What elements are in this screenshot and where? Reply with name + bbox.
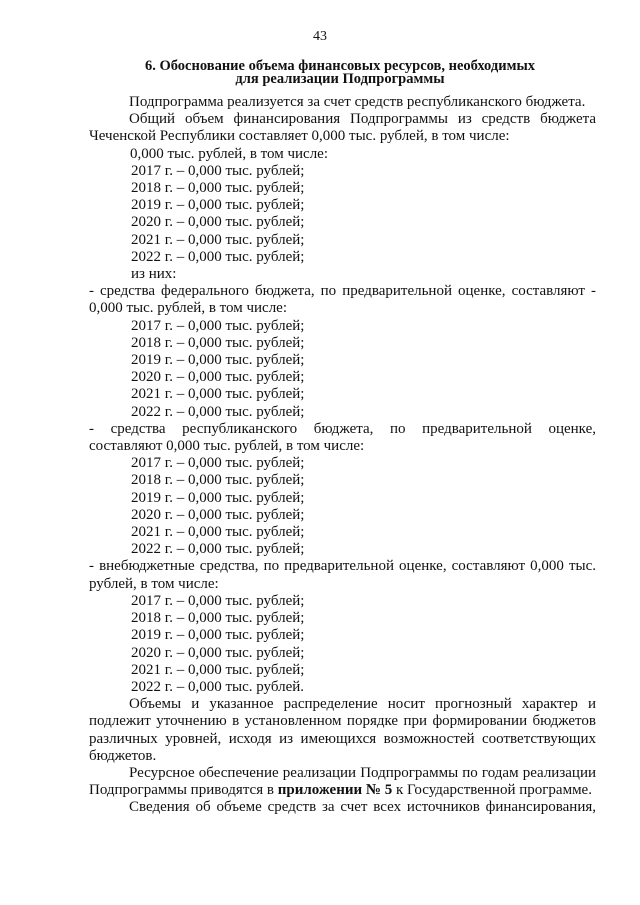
list-item: 2017 г. – 0,000 тыс. рублей;	[131, 592, 305, 609]
list-item: 2019 г. – 0,000 тыс. рублей;	[131, 489, 305, 506]
offbudget-intro: - внебюджетные средства, по предварительной оценке, составляют 0,000 тыс. рублей, в том числе:	[89, 558, 596, 592]
list-item: 2017 г. – 0,000 тыс. рублей;	[131, 455, 305, 472]
list-item: 2017 г. – 0,000 тыс. рублей;	[131, 162, 305, 179]
list-item: 2022 г. – 0,000 тыс. рублей.	[131, 678, 305, 695]
federal-years-list	[89, 318, 596, 421]
paragraph-volumes: Объемы и указанное распределение носит прогнозный характер и подлежит уточнению в установленном порядке при формировании бюджетов различных уровней, исходя из имеющихся возможностей соответствующих бюджетов.	[89, 696, 596, 764]
list-item: 2018 г. – 0,000 тыс. рублей;	[131, 180, 305, 197]
list-item: 2020 г. – 0,000 тыс. рублей;	[131, 644, 305, 661]
paragraph-resource-provision	[89, 765, 596, 799]
title-line-2: для реализации Подпрограммы	[235, 71, 445, 87]
paragraph-total-funding: Общий объем финансирования Подпрограммы из средств бюджета Чеченской Республики составляет 0,000 тыс. рублей, в том числе:	[89, 111, 596, 145]
list-item: 2018 г. – 0,000 тыс. рублей;	[131, 334, 305, 351]
offbudget-years-list	[89, 593, 596, 696]
list-item: 2021 г. – 0,000 тыс. рублей;	[131, 231, 305, 248]
page-number: 43	[313, 29, 327, 44]
list-item: 2020 г. – 0,000 тыс. рублей;	[131, 214, 305, 231]
republic-years-list	[89, 455, 596, 558]
of-them-label: из них:	[131, 266, 177, 283]
list-item: 2018 г. – 0,000 тыс. рублей;	[131, 610, 305, 627]
resource-text-post: к Государственной программе.	[392, 782, 592, 799]
paragraph-funding-source: Подпрограмма реализуется за счет средств республиканского бюджета.	[129, 94, 586, 110]
document-body	[89, 94, 596, 817]
list-item: 2020 г. – 0,000 тыс. рублей;	[131, 369, 305, 386]
total-years-list	[89, 163, 596, 266]
list-item: 2019 г. – 0,000 тыс. рублей;	[131, 197, 305, 214]
appendix-reference: приложении № 5	[277, 782, 393, 799]
list-item: 2018 г. – 0,000 тыс. рублей;	[131, 472, 305, 489]
federal-budget-intro: - средства федерального бюджета, по предварительной оценке, составляют - 0,000 тыс. рублей, в том числе:	[89, 283, 596, 317]
list-item: 2022 г. – 0,000 тыс. рублей;	[131, 248, 305, 265]
total-amount-line: 0,000 тыс. рублей, в том числе:	[130, 145, 329, 162]
republic-budget-intro: - средства республиканского бюджета, по предварительной оценке, составляют 0,000 тыс. рублей, в том числе:	[89, 420, 596, 455]
list-item: 2022 г. – 0,000 тыс. рублей;	[131, 541, 305, 558]
paragraph-sources-info: Сведения об объеме средств за счет всех источников финансирования,	[129, 799, 596, 816]
list-item: 2020 г. – 0,000 тыс. рублей;	[131, 506, 305, 523]
section-title	[90, 60, 590, 86]
list-item: 2021 г. – 0,000 тыс. рублей;	[131, 524, 305, 541]
list-item: 2017 г. – 0,000 тыс. рублей;	[131, 317, 305, 334]
list-item: 2021 г. – 0,000 тыс. рублей;	[131, 661, 305, 678]
list-item: 2019 г. – 0,000 тыс. рублей;	[131, 352, 305, 369]
title-line-1: 6. Обоснование объема финансовых ресурсов, необходимых	[144, 58, 536, 74]
list-item: 2022 г. – 0,000 тыс. рублей;	[131, 403, 305, 420]
list-item: 2021 г. – 0,000 тыс. рублей;	[131, 386, 305, 403]
list-item: 2019 г. – 0,000 тыс. рублей;	[131, 627, 305, 644]
resource-text-pre: Ресурсное обеспечение реализации Подпрограммы по годам реализации Подпрограммы приводятся в	[89, 764, 596, 799]
